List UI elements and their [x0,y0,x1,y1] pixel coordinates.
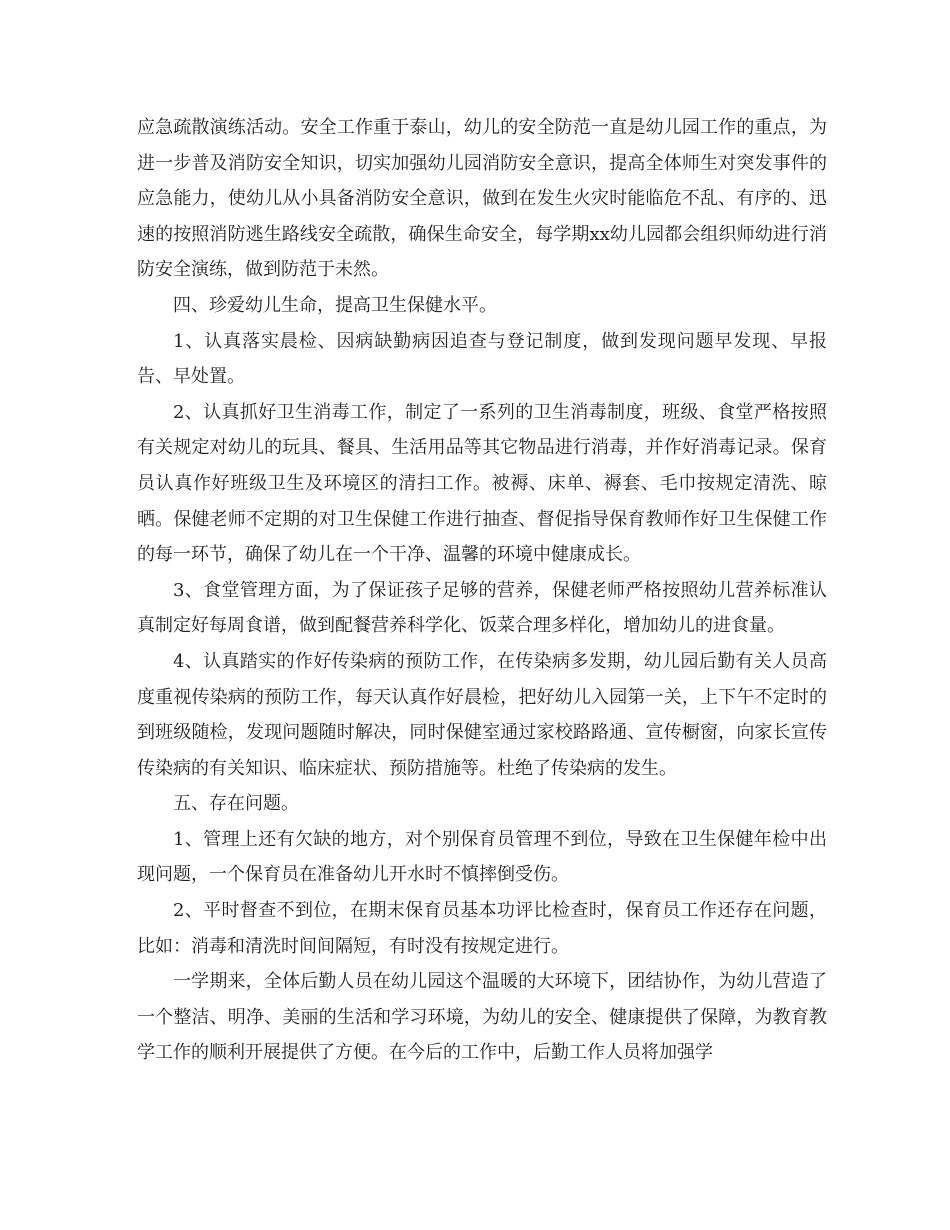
paragraph-problem-2: 2、平时督查不到位，在期末保育员基本功评比检查时，保育员工作还存在问题，比如：消毒和清洗时间间隔短，有时没有按规定进行。 [137,900,827,957]
paragraph-item-1-morning-check: 1、认真落实晨检、因病缺勤病因追查与登记制度，做到发现问题早发现、早报告、早处置。 [137,330,827,388]
paragraph-item-2-disinfection: 2、认真抓好卫生消毒工作，制定了一系列的卫生消毒制度，班级、食堂严格按照有关规定对幼儿的玩具、餐具、生活用品等其它物品进行消毒，并作好消毒记录。保育员认真作好班级卫生及环境区的清扫工作。被褥、床单、褥套、毛巾按规定清洗、晾晒。保健老师不定期的对卫生保健工作进行抽查、督促指导保育教师作好卫生保健工作的每一环节，确保了幼儿在一个干净、温馨的环境中健康成长。 [137,401,827,566]
paragraph-semester-summary: 一学期来，全体后勤人员在幼儿园这个温暖的大环境下，团结协作，为幼儿营造了一个整洁、明净、美丽的生活和学习环境，为幼儿的安全、健康提供了保障，为教育教学工作的顺利开展提供了方便。在今后的工作中，后勤工作人员将加强学 [137,971,827,1064]
paragraph-item-3-canteen: 3、食堂管理方面，为了保证孩子足够的营养，保健老师严格按照幼儿营养标准认真制定好每周食谱，做到配餐营养科学化、饭菜合理多样化，增加幼儿的进食量。 [137,579,827,637]
document-body [137,110,827,1071]
heading-section-five: 五、存在问题。 [173,793,299,815]
heading-section-four: 四、珍爱幼儿生命，提高卫生保健水平。 [173,294,497,316]
paragraph-evacuation-drill: 应急疏散演练活动。安全工作重于泰山，幼儿的安全防范一直是幼儿园工作的重点，为进一步普及消防安全知识，切实加强幼儿园消防安全意识，提高全体师生对突发事件的应急能力，使幼儿从小具备消防安全意识，做到在发生火灾时能临危不乱、有序的、迅速的按照消防逃生路线安全疏散，确保生命安全，每学期xx幼儿园都会组织师幼进行消防安全演练，做到防范于未然。 [137,117,827,281]
paragraph-problem-1: 1、管理上还有欠缺的地方，对个别保育员管理不到位，导致在卫生保健年检中出现问题，一个保育员在准备幼儿开水时不慎摔倒受伤。 [137,828,827,886]
paragraph-item-4-infectious-disease: 4、认真踏实的作好传染病的预防工作，在传染病多发期，幼儿园后勤有关人员高度重视传染病的预防工作，每天认真作好晨检，把好幼儿入园第一关，上下午不定时的到班级随检，发现问题随时解决，同时保健室通过家校路路通、宣传橱窗，向家长宣传传染病的有关知识、临床症状、预防措施等。杜绝了传染病的发生。 [137,650,827,779]
